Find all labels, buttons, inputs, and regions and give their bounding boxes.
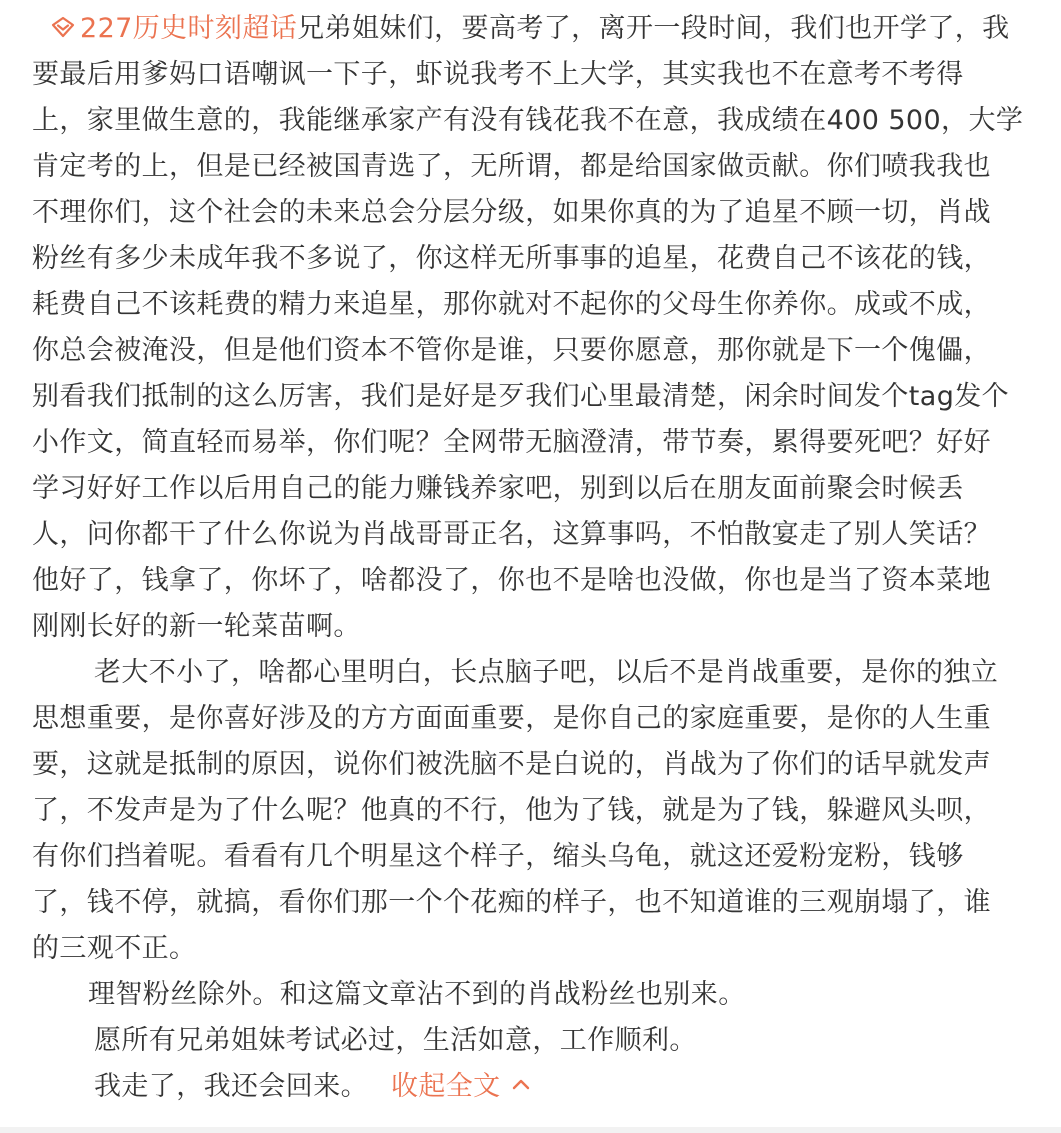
text-line: 他好了，钱拿了，你坏了，啥都没了，你也不是啥也没做，你也是当了资本菜地 xyxy=(32,565,991,596)
text-line: 了，不发声是为了什么呢？他真的不行，他为了钱，就是为了钱，躲避风头呗， xyxy=(32,795,991,826)
text-line: 老大不小了，啥都心里明白，长点脑子吧，以后不是肖战重要，是你的独立 xyxy=(94,657,999,688)
text-line: 不理你们，这个社会的未来总会分层分级，如果你真的为了追星不顾一切，肖战 xyxy=(32,197,991,228)
text-line: 的三观不正。 xyxy=(32,933,197,964)
text-line: 粉丝有多少未成年我不多说了，你这样无所事事的追星，花费自己不该花的钱， xyxy=(32,243,991,274)
post-text: 兄弟姐妹们，要高考了，离开一段时间，我们也开学了，我 xyxy=(297,13,1010,44)
text-line: 思想重要，是你喜好涉及的方方面面重要，是你自己的家庭重要，是你的人生重 xyxy=(32,703,991,734)
text-line: 愿所有兄弟姐妹考试必过，生活如意，工作顺利。 xyxy=(94,1025,697,1056)
chevron-up-icon xyxy=(511,1077,531,1091)
text-line: 人，问你都干了什么你说为肖战哥哥正名，这算事吗，不怕散宴走了别人笑话？ xyxy=(32,519,991,550)
collapse-fulltext-button[interactable] xyxy=(391,1071,531,1102)
text-line: 要最后用爹妈口语嘲讽一下子，虾说我考不上大学，其实我也不在意考不考得 xyxy=(32,59,964,90)
text-line: 理智粉丝除外。和这篇文章沾不到的肖战粉丝也别来。 xyxy=(88,979,746,1010)
text-line: 你总会被淹没，但是他们资本不管你是谁，只要你愿意，那你就是下一个傀儡， xyxy=(32,335,991,366)
text-line: 要，这就是抵制的原因，说你们被洗脑不是白说的，肖战为了你们的话早就发声 xyxy=(32,749,991,780)
text-line: 了，钱不停，就搞，看你们那一个个花痴的样子，也不知道谁的三观崩塌了，谁 xyxy=(32,887,991,918)
supertopic-link[interactable] xyxy=(50,13,297,44)
text-line: 上，家里做生意的，我能继承家产有没有钱花我不在意，我成绩在400 500，大学 xyxy=(32,105,1024,136)
text-line: 有你们挡着呢。看看有几个明星这个样子，缩头乌龟，就这还爱粉宠粉，钱够 xyxy=(32,841,964,872)
text-line: 肯定考的上，但是已经被国青选了，无所谓，都是给国家做贡献。你们喷我我也 xyxy=(32,151,991,182)
text-line: 学习好好工作以后用自己的能力赚钱养家吧，别到以后在朋友面前聚会时候丢 xyxy=(32,473,964,504)
supertopic-diamond-icon xyxy=(50,14,76,40)
text-line xyxy=(50,6,1010,52)
text-line xyxy=(94,1064,531,1110)
text-line: 刚刚长好的新一轮菜苗啊。 xyxy=(32,611,361,642)
post-text: 我走了，我还会回来。 xyxy=(94,1071,368,1102)
text-line: 别看我们抵制的这么厉害，我们是好是歹我们心里最清楚，闲余时间发个tag发个 xyxy=(32,381,1010,412)
text-line: 小作文，简直轻而易举，你们呢？全网带无脑澄清，带节奏，累得要死吧？好好 xyxy=(32,427,991,458)
divider xyxy=(0,1127,1061,1133)
collapse-label: 收起全文 xyxy=(390,1071,501,1102)
text-line: 耗费自己不该耗费的精力来追星，那你就对不起你的父母生你养你。成或不成， xyxy=(32,289,991,320)
supertopic-label: 227历史时刻超话 xyxy=(80,13,298,44)
